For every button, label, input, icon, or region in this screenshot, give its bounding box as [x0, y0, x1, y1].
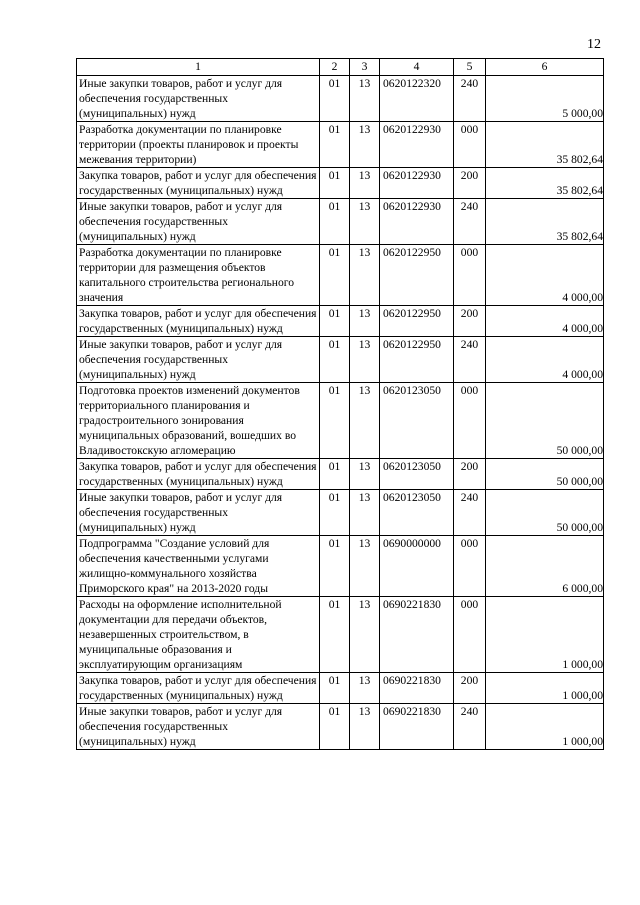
table-row	[77, 536, 604, 597]
target-article-cell: 0620122320	[380, 76, 454, 122]
section-code-cell: 01	[320, 122, 350, 168]
section-code-cell: 01	[320, 490, 350, 536]
table-header-row	[77, 59, 604, 76]
item-name-cell: Иные закупки товаров, работ и услуг для обеспечения государственных (муниципальных) нужд	[77, 490, 320, 536]
target-article-cell: 0620122950	[380, 306, 454, 337]
column-header: 6	[486, 59, 604, 76]
expense-type-cell: 240	[454, 76, 486, 122]
table-row	[77, 245, 604, 306]
subsection-code-cell: 13	[350, 704, 380, 750]
subsection-code-cell: 13	[350, 168, 380, 199]
expense-type-cell: 000	[454, 597, 486, 673]
section-code-cell: 01	[320, 673, 350, 704]
target-article-cell: 0620122930	[380, 199, 454, 245]
amount-cell: 4 000,00	[486, 306, 604, 337]
item-name-cell: Закупка товаров, работ и услуг для обеспечения государственных (муниципальных) нужд	[77, 168, 320, 199]
expense-type-cell: 000	[454, 536, 486, 597]
target-article-cell: 0620122950	[380, 337, 454, 383]
column-header: 3	[350, 59, 380, 76]
column-header: 2	[320, 59, 350, 76]
subsection-code-cell: 13	[350, 337, 380, 383]
amount-cell: 6 000,00	[486, 536, 604, 597]
subsection-code-cell: 13	[350, 199, 380, 245]
target-article-cell: 0620123050	[380, 490, 454, 536]
item-name-cell: Иные закупки товаров, работ и услуг для обеспечения государственных (муниципальных) нужд	[77, 704, 320, 750]
section-code-cell: 01	[320, 704, 350, 750]
item-name-cell: Иные закупки товаров, работ и услуг для обеспечения государственных (муниципальных) нужд	[77, 337, 320, 383]
target-article-cell: 0620122930	[380, 122, 454, 168]
section-code-cell: 01	[320, 76, 350, 122]
column-header: 4	[380, 59, 454, 76]
budget-table	[76, 58, 604, 750]
section-code-cell: 01	[320, 199, 350, 245]
item-name-cell: Разработка документации по планировке территории (проекты планировок и проекты межевания территории)	[77, 122, 320, 168]
section-code-cell: 01	[320, 245, 350, 306]
target-article-cell: 0620122950	[380, 245, 454, 306]
table-row	[77, 704, 604, 750]
item-name-cell: Закупка товаров, работ и услуг для обеспечения государственных (муниципальных) нужд	[77, 673, 320, 704]
table-row	[77, 199, 604, 245]
subsection-code-cell: 13	[350, 245, 380, 306]
amount-cell: 35 802,64	[486, 122, 604, 168]
amount-cell: 4 000,00	[486, 245, 604, 306]
target-article-cell: 0690000000	[380, 536, 454, 597]
subsection-code-cell: 13	[350, 122, 380, 168]
expense-type-cell: 200	[454, 673, 486, 704]
table-row	[77, 306, 604, 337]
column-header: 5	[454, 59, 486, 76]
subsection-code-cell: 13	[350, 459, 380, 490]
expense-type-cell: 200	[454, 306, 486, 337]
table-row	[77, 168, 604, 199]
table-row	[77, 122, 604, 168]
subsection-code-cell: 13	[350, 673, 380, 704]
amount-cell: 1 000,00	[486, 673, 604, 704]
amount-cell: 5 000,00	[486, 76, 604, 122]
amount-cell: 4 000,00	[486, 337, 604, 383]
amount-cell: 50 000,00	[486, 459, 604, 490]
table-row	[77, 337, 604, 383]
table-row	[77, 597, 604, 673]
item-name-cell: Подпрограмма "Создание условий для обеспечения качественными услугами жилищно-коммунального хозяйства Приморского края" на 2013-2020 годы	[77, 536, 320, 597]
expense-type-cell: 240	[454, 490, 486, 536]
expense-type-cell: 200	[454, 168, 486, 199]
amount-cell: 35 802,64	[486, 199, 604, 245]
item-name-cell: Закупка товаров, работ и услуг для обеспечения государственных (муниципальных) нужд	[77, 306, 320, 337]
target-article-cell: 0620122930	[380, 168, 454, 199]
target-article-cell: 0690221830	[380, 597, 454, 673]
expense-type-cell: 200	[454, 459, 486, 490]
subsection-code-cell: 13	[350, 490, 380, 536]
item-name-cell: Иные закупки товаров, работ и услуг для обеспечения государственных (муниципальных) нужд	[77, 76, 320, 122]
table-row	[77, 490, 604, 536]
subsection-code-cell: 13	[350, 306, 380, 337]
table-row	[77, 673, 604, 704]
item-name-cell: Иные закупки товаров, работ и услуг для обеспечения государственных (муниципальных) нужд	[77, 199, 320, 245]
expense-type-cell: 240	[454, 704, 486, 750]
item-name-cell: Расходы на оформление исполнительной документации для передачи объектов, незавершенных строительством, в муниципальные образования и эксплуатирующим организациям	[77, 597, 320, 673]
target-article-cell: 0690221830	[380, 704, 454, 750]
page-number: 12	[587, 37, 601, 52]
expense-type-cell: 000	[454, 245, 486, 306]
item-name-cell: Разработка документации по планировке территории для размещения объектов капитального строительства регионального значения	[77, 245, 320, 306]
table-body	[77, 76, 604, 750]
section-code-cell: 01	[320, 536, 350, 597]
amount-cell: 50 000,00	[486, 490, 604, 536]
table-row	[77, 76, 604, 122]
table-row	[77, 459, 604, 490]
target-article-cell: 0620123050	[380, 459, 454, 490]
expense-type-cell: 000	[454, 383, 486, 459]
section-code-cell: 01	[320, 383, 350, 459]
amount-cell: 1 000,00	[486, 597, 604, 673]
amount-cell: 50 000,00	[486, 383, 604, 459]
subsection-code-cell: 13	[350, 536, 380, 597]
section-code-cell: 01	[320, 337, 350, 383]
expense-type-cell: 240	[454, 337, 486, 383]
subsection-code-cell: 13	[350, 76, 380, 122]
section-code-cell: 01	[320, 597, 350, 673]
item-name-cell: Подготовка проектов изменений документов территориального планирования и градостроительного зонирования муниципальных образований, вошедших во Владивостокскую агломерацию	[77, 383, 320, 459]
section-code-cell: 01	[320, 306, 350, 337]
subsection-code-cell: 13	[350, 597, 380, 673]
target-article-cell: 0620123050	[380, 383, 454, 459]
expense-type-cell: 000	[454, 122, 486, 168]
expense-type-cell: 240	[454, 199, 486, 245]
item-name-cell: Закупка товаров, работ и услуг для обеспечения государственных (муниципальных) нужд	[77, 459, 320, 490]
target-article-cell: 0690221830	[380, 673, 454, 704]
column-header: 1	[77, 59, 320, 76]
section-code-cell: 01	[320, 459, 350, 490]
subsection-code-cell: 13	[350, 383, 380, 459]
section-code-cell: 01	[320, 168, 350, 199]
amount-cell: 35 802,64	[486, 168, 604, 199]
amount-cell: 1 000,00	[486, 704, 604, 750]
table-row	[77, 383, 604, 459]
